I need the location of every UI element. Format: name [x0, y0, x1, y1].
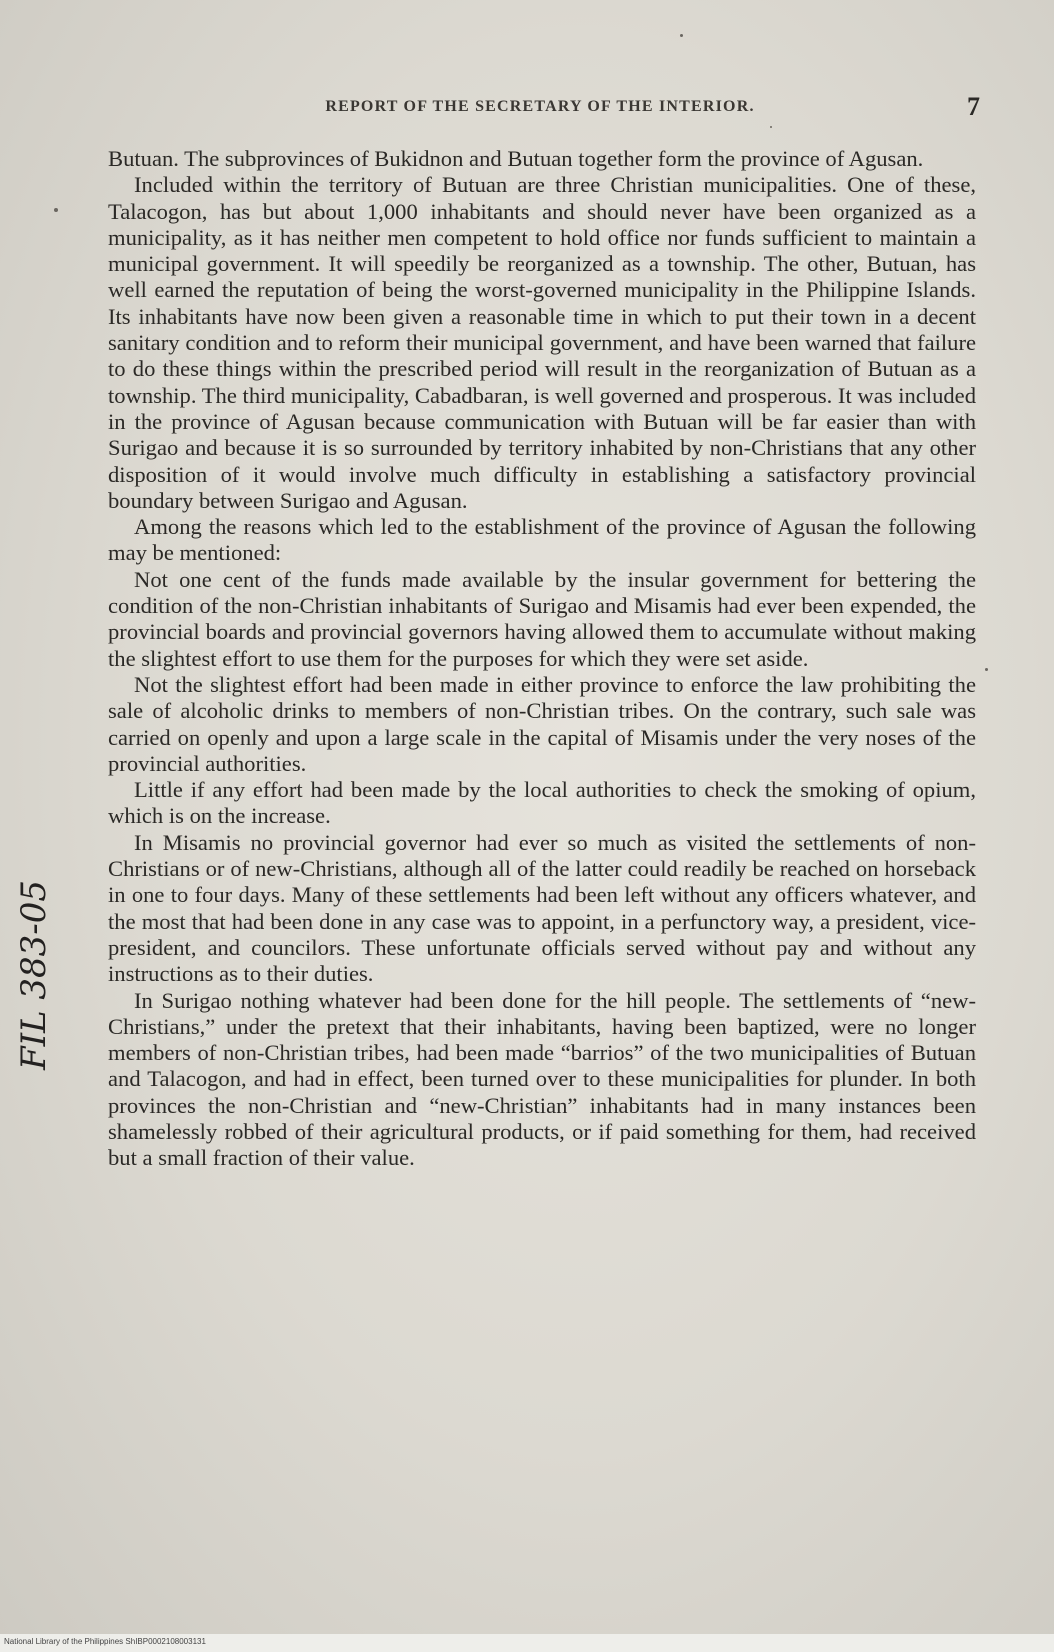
scan-speck — [770, 126, 772, 128]
handwritten-margin-note — [14, 879, 58, 1070]
paragraph: Not one cent of the funds made available by the insular government for bettering the condition of the non-Christian inhabitants of Surigao and Misamis had ever been expended, the provincial boards and provincial governors having allowed them to accumulate without making the slightest effort to use them for the purposes for which they were set aside. — [108, 566, 976, 671]
margin-note-text: FIL 383-05 — [14, 879, 54, 1070]
footer-bar — [0, 1634, 1054, 1652]
scan-speck — [54, 208, 58, 212]
page-header — [100, 92, 980, 126]
scan-speck — [680, 34, 683, 37]
running-head: REPORT OF THE SECRETARY OF THE INTERIOR. — [325, 98, 755, 115]
paragraph: In Surigao nothing whatever had been done for the hill people. The settlements of “new-Christians,” under the pretext that their inhabitants, having been baptized, were no longer members of non-Christian tribes, had been made “barrios” of the two municipalities of Butuan and Talacogon, and had in effect, been turned over to these municipalities for plunder. In both provinces the non-Christian and “new-Christian” inhabitants had in many instances been shamelessly robbed of their agricultural products, or if paid something for them, had received but a small fraction of their value. — [108, 987, 976, 1171]
paragraph: Included within the territory of Butuan are three Christian municipalities. One of these, Talacogon, has but about 1,000 inhabitants and should never have been organized as a municipality, as it has neither men competent to hold office nor funds sufficient to maintain a municipal government. It will speedily be reorganized as a township. The other, Butuan, has well earned the reputation of being the worst-governed municipality in the Philippine Islands. Its inhabitants have now been given a reasonable time in which to put their town in a decent sanitary condition and to reform their municipal government, and have been warned that failure to do these things within the prescribed period will result in the reorganization of Butuan as a township. The third municipality, Cabadbaran, is well governed and prosperous. It was included in the province of Agusan because communication with Butuan will be far easier than with Surigao and because it is so surrounded by territory inhabited by non-Christians that any other disposition of it would involve much difficulty in establishing a satisfactory provincial boundary between Surigao and Agusan. — [108, 172, 976, 513]
scan-speck — [985, 668, 988, 671]
body-text — [108, 146, 976, 1172]
paragraph: Among the reasons which led to the establishment of the province of Agusan the following may be mentioned: — [108, 514, 976, 566]
page-number: 7 — [967, 92, 980, 121]
paragraph: Little if any effort had been made by the local authorities to check the smoking of opium, which is on the increase. — [108, 777, 976, 829]
paragraph: In Misamis no provincial governor had ever so much as visited the settlements of non-Christians or of new-Christians, although all of the latter could readily be reached on horseback in one to four days. Many of these settlements had been left without any officers whatever, and the most that had been done in any case was to appoint, in a perfunctory way, a president, vice-president, and councilors. These unfortunate officials served without pay and without any instructions as to their duties. — [108, 829, 976, 987]
paragraph: Butuan. The subprovinces of Bukidnon and Butuan together form the province of Agusan. — [108, 146, 924, 171]
footer-credit: National Library of the Philippines ShIBP0002108003131 — [4, 1637, 206, 1646]
paragraph: Not the slightest effort had been made in either province to enforce the law prohibiting the sale of alcoholic drinks to members of non-Christian tribes. On the contrary, such sale was carried on openly and upon a large scale in the capital of Misamis under the very noses of the provincial authorities. — [108, 671, 976, 776]
